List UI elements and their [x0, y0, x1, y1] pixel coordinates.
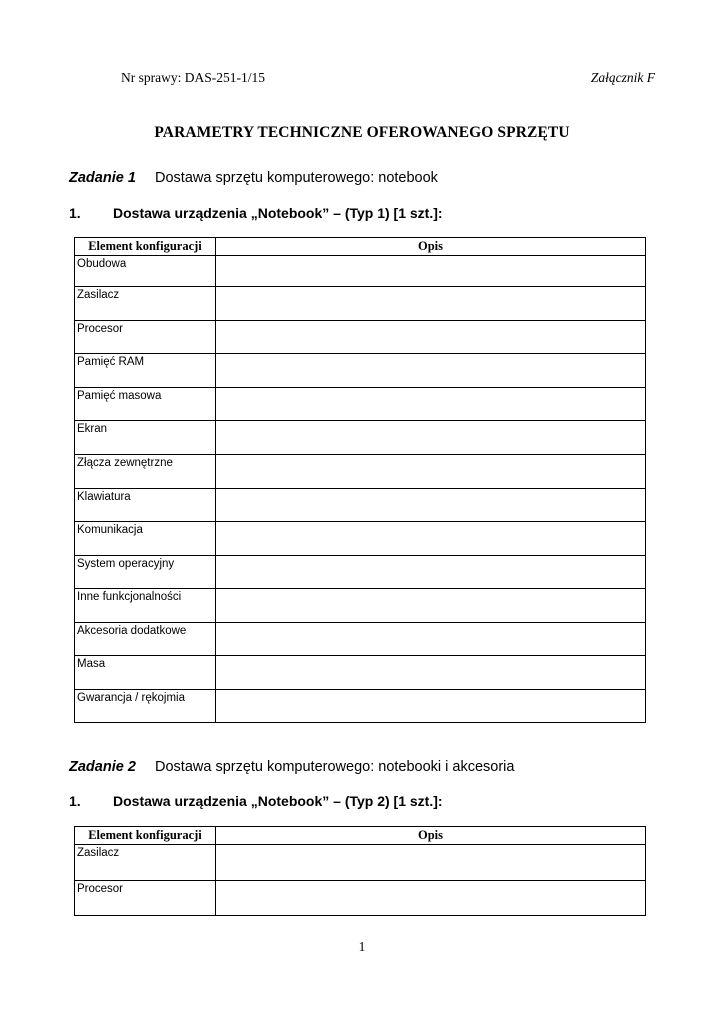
description-cell[interactable] [216, 256, 646, 287]
task-2-label: Zadanie 2 [69, 759, 136, 775]
description-cell[interactable] [216, 690, 646, 723]
table-row [75, 287, 646, 321]
row-label: Złącza zewnętrzne [75, 455, 216, 489]
description-cell[interactable] [216, 354, 646, 388]
table-row [75, 455, 646, 489]
document-title: PARAMETRY TECHNICZNE OFEROWANEGO SPRZĘTU [154, 124, 570, 141]
column-header-element: Element konfiguracji [75, 238, 216, 256]
row-label: Pamięć masowa [75, 388, 216, 421]
table-row [75, 589, 646, 623]
table-row [75, 421, 646, 455]
table-header-row [75, 238, 646, 256]
row-label: Procesor [75, 321, 216, 354]
table-header-row [75, 827, 646, 845]
task-1-text: Dostawa sprzętu komputerowego: notebook [155, 170, 438, 186]
row-label: Ekran [75, 421, 216, 455]
task-1-spec-table [74, 237, 646, 723]
task-2-spec-table [74, 826, 646, 916]
description-cell[interactable] [216, 287, 646, 321]
description-cell[interactable] [216, 421, 646, 455]
table-row [75, 522, 646, 556]
row-label: Pamięć RAM [75, 354, 216, 388]
description-cell[interactable] [216, 321, 646, 354]
description-cell[interactable] [216, 623, 646, 656]
description-cell[interactable] [216, 845, 646, 881]
row-label: Zasilacz [75, 287, 216, 321]
description-cell[interactable] [216, 489, 646, 522]
description-cell[interactable] [216, 589, 646, 623]
row-label: Procesor [75, 881, 216, 916]
table-row [75, 256, 646, 287]
task-2-text: Dostawa sprzętu komputerowego: notebooki i akcesoria [155, 759, 515, 775]
table-row [75, 489, 646, 522]
row-label: Inne funkcjonalności [75, 589, 216, 623]
description-cell[interactable] [216, 556, 646, 589]
case-number: Nr sprawy: DAS-251-1/15 [121, 70, 265, 85]
task-1-heading [69, 170, 438, 186]
description-cell[interactable] [216, 388, 646, 421]
table-row [75, 845, 646, 881]
task-1-item-heading [69, 205, 443, 221]
table-row [75, 881, 646, 916]
table-row [75, 623, 646, 656]
task-1-label: Zadanie 1 [69, 170, 136, 186]
table-row [75, 321, 646, 354]
task-1-item-number: 1. [69, 205, 81, 221]
description-cell[interactable] [216, 455, 646, 489]
row-label: Masa [75, 656, 216, 690]
table-row [75, 690, 646, 723]
table-row [75, 388, 646, 421]
task-2-item-title: Dostawa urządzenia „Notebook” – (Typ 2) [1 szt.]: [113, 793, 443, 809]
row-label: Gwarancja / rękojmia [75, 690, 216, 723]
row-label: Zasilacz [75, 845, 216, 881]
column-header-element: Element konfiguracji [75, 827, 216, 845]
task-2-item-heading [69, 793, 443, 809]
row-label: System operacyjny [75, 556, 216, 589]
annex-label: Załącznik F [590, 70, 655, 85]
task-2-item-number: 1. [69, 793, 81, 809]
description-cell[interactable] [216, 522, 646, 556]
column-header-description: Opis [216, 827, 646, 845]
table-row [75, 354, 646, 388]
page-number: 1 [358, 939, 366, 954]
task-2-heading [69, 759, 514, 775]
table-row [75, 556, 646, 589]
description-cell[interactable] [216, 656, 646, 690]
row-label: Obudowa [75, 256, 216, 287]
description-cell[interactable] [216, 881, 646, 916]
table-row [75, 656, 646, 690]
column-header-description: Opis [216, 238, 646, 256]
task-1-item-title: Dostawa urządzenia „Notebook” – (Typ 1) [1 szt.]: [113, 205, 443, 221]
row-label: Komunikacja [75, 522, 216, 556]
row-label: Klawiatura [75, 489, 216, 522]
row-label: Akcesoria dodatkowe [75, 623, 216, 656]
